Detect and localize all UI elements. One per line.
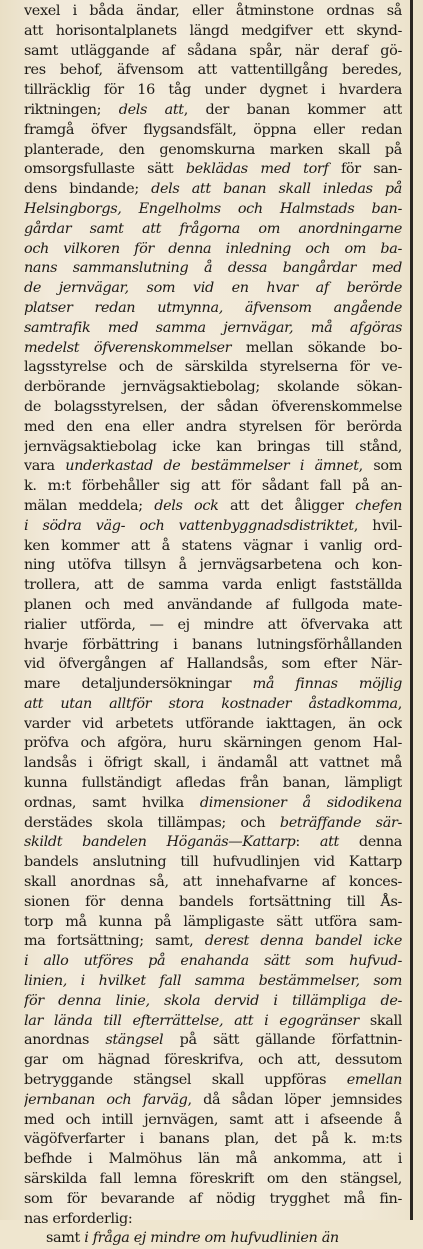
text-run: landsås i öfrigt skall, i ändamål att vattnet må <box>24 755 402 772</box>
text-line <box>24 1130 402 1150</box>
text-line <box>24 497 402 517</box>
text-line <box>24 180 402 200</box>
text-run: torp må kunna på lämpligaste sätt utföra sam- <box>24 913 402 930</box>
text-line <box>24 932 402 952</box>
text-line <box>24 992 402 1012</box>
text-run: som för bevarande af nödig trygghet må fin- <box>24 1190 402 1207</box>
text-run: , hvil- <box>353 517 402 534</box>
text-run: bandels anslutning till hufvudlinjen vid Kattarp <box>24 854 402 871</box>
text-run: , som <box>358 458 402 475</box>
text-line <box>24 339 402 359</box>
text-line <box>24 814 402 834</box>
text-run: jernvägsaktiebolag icke kan bringas till stånd, <box>24 438 402 455</box>
italic-text-run: skildt bandelen Höganäs—Kattarp <box>24 834 296 851</box>
text-line <box>24 240 402 260</box>
text-line <box>24 1170 402 1190</box>
text-run: nas erforderlig: <box>24 1210 133 1227</box>
text-line <box>24 398 402 418</box>
italic-text-run: och vilkoren för denna inledning och om ba- <box>24 240 402 257</box>
text-run: mellan sökande bo- <box>231 339 402 356</box>
text-line <box>24 1229 402 1249</box>
text-run: pröfva och afgöra, huru skärningen genom Hal- <box>24 735 402 752</box>
text-line <box>24 952 402 972</box>
text-line <box>24 101 402 121</box>
italic-text-run: att <box>319 834 339 851</box>
text-run: ordnas, samt hvilka <box>24 794 200 811</box>
italic-text-run: beträffande sär- <box>279 814 402 831</box>
text-run: anordnas <box>24 1032 106 1049</box>
column-rule <box>410 0 413 1220</box>
text-line <box>24 1031 402 1051</box>
text-run: särskilda fall lemna föreskrift om den stängsel, <box>24 1171 402 1188</box>
text-run: de bolagsstyrelsen, der sådan öfverenskommelse <box>24 398 402 415</box>
text-line <box>24 378 402 398</box>
italic-text-run: medelst öfverenskommelser <box>24 339 232 356</box>
text-run: trollera, att de samma varda enligt fastställda <box>24 577 402 594</box>
text-line <box>24 1051 402 1071</box>
text-run: lagsstyrelse och de särskilda styrelserna för ve- <box>24 359 402 376</box>
text-line <box>24 457 402 477</box>
italic-text-run: de jernvägar, som vid en hvar af berörde <box>24 280 402 297</box>
italic-text-run: underkastad de bestämmelser i ämnet <box>65 458 359 475</box>
text-line <box>24 22 402 42</box>
text-run: framgå öfver flygsandsfält, öppna eller redan <box>24 121 402 138</box>
text-run: , då sådan löper jemnsides <box>187 1091 402 1108</box>
text-line <box>24 833 402 853</box>
text-line <box>24 734 402 754</box>
text-line <box>24 794 402 814</box>
italic-text-run: stängsel <box>105 1032 164 1049</box>
text-run: skall anordnas så, att innehafvarne af konces- <box>24 874 402 891</box>
text-run: sionen för denna bandels fortsättning till Ås- <box>24 893 402 910</box>
text-line <box>24 972 402 992</box>
text-line <box>24 319 402 339</box>
text-run: mare detaljundersökningar <box>24 676 253 693</box>
text-run: på sätt gällande författnin- <box>163 1032 402 1049</box>
text-run: , <box>397 695 402 712</box>
text-line <box>24 1091 402 1111</box>
text-run: betryggande stängsel skall uppföras <box>24 1072 347 1089</box>
text-run: vexel i båda ändar, eller åtminstone ordnas så <box>24 3 402 19</box>
italic-text-run: chefen <box>355 497 402 514</box>
italic-text-run: att utan alltför stora kostnader åstadkomma <box>24 695 398 712</box>
italic-text-run: platser redan utmynna, äfvensom angående <box>24 299 402 316</box>
text-line <box>24 418 402 438</box>
italic-text-run: i södra väg- och vattenbyggnadsdistriktet <box>24 517 354 534</box>
italic-text-run: beklädas med torf <box>185 161 329 178</box>
text-line <box>24 715 402 735</box>
text-run: planterade, den genomskurna marken skall på <box>24 141 402 158</box>
text-line <box>24 853 402 873</box>
text-run: vägöfverfarter i banans plan, det på k. m:ts <box>24 1131 402 1148</box>
text-run: riktningen; <box>24 101 119 118</box>
text-run: res behof, äfvensom att vattentillgång beredes, <box>24 62 402 79</box>
text-run: : <box>295 834 320 851</box>
text-line <box>24 259 402 279</box>
text-run: k. m:t förbehåller sig att för sådant fall på an- <box>24 478 402 495</box>
text-run: ma fortsättning; samt, <box>24 933 205 950</box>
text-line <box>24 675 402 695</box>
text-run: samt <box>46 1230 85 1247</box>
text-line <box>24 655 402 675</box>
text-line <box>24 1111 402 1131</box>
italic-text-run: emellan <box>346 1072 402 1089</box>
text-run: derbörande jernvägsaktiebolag; skolande sökan- <box>24 379 402 396</box>
text-line <box>24 81 402 101</box>
text-line <box>24 42 402 62</box>
text-run: att det åligger <box>218 497 356 514</box>
text-line <box>24 61 402 81</box>
text-run: gar om hägnad föreskrifva, och att, dessutom <box>24 1052 402 1069</box>
italic-text-run: samtrafik med samma jernvägar, må afgöras <box>24 319 402 336</box>
text-line <box>24 754 402 774</box>
text-line <box>24 576 402 596</box>
text-run: omsorgsfullaste sätt <box>24 161 186 178</box>
text-run: vid öfvergången af Hallandsås, som efter När- <box>24 656 402 673</box>
text-line <box>24 556 402 576</box>
italic-text-run: må finnas möjlig <box>252 676 402 693</box>
text-run: för san- <box>328 161 402 178</box>
text-line <box>24 299 402 319</box>
text-run: hvarje förbättring i banans lutningsförhållanden <box>24 636 402 653</box>
text-run: samt utläggande af sådana spår, när deraf gö- <box>24 42 402 59</box>
text-column <box>24 2 402 1249</box>
text-line <box>24 2 402 22</box>
text-line <box>24 636 402 656</box>
text-run: befhde i Malmöhus län må ankomma, att i <box>24 1151 402 1168</box>
text-line <box>24 695 402 715</box>
italic-text-run: lar lända till efterrättelse, att i egogränser <box>24 1012 359 1029</box>
text-run: ken kommer att å statens vägnar i vanlig ord- <box>24 537 402 554</box>
text-line <box>24 358 402 378</box>
italic-text-run: nans sammanslutning å dessa bangårdar med <box>24 260 402 277</box>
text-line <box>24 616 402 636</box>
text-run: ning utöfva tillsyn å jernvägsarbetena och kon- <box>24 557 402 574</box>
text-run: derstädes skola tillämpas; och <box>24 814 280 831</box>
text-line <box>24 913 402 933</box>
text-line <box>24 477 402 497</box>
text-line <box>24 1150 402 1170</box>
italic-text-run: dimensioner å sidodikena <box>199 794 402 811</box>
text-run: , der banan kommer att <box>183 101 402 118</box>
text-line <box>24 160 402 180</box>
text-run: med och intill jernvägen, samt att i afseende å <box>24 1111 402 1128</box>
text-line <box>24 1012 402 1032</box>
text-run: denna <box>338 834 402 851</box>
text-run: varder vid arbetets utförande iakttagen, än ock <box>24 715 402 732</box>
text-line <box>24 220 402 240</box>
text-line <box>24 893 402 913</box>
italic-text-run: dels att banan skall inledas på <box>151 181 402 198</box>
italic-text-run: jernbanan och farväg <box>24 1091 188 1108</box>
text-line <box>24 1190 402 1210</box>
italic-text-run: Helsingborgs, Engelholms och Halmstads ban- <box>24 200 402 217</box>
text-run: kunna fullständigt afledas från banan, lämpligt <box>24 775 402 792</box>
text-line <box>24 121 402 141</box>
italic-text-run: derest denna bandel icke <box>204 933 402 950</box>
text-line <box>24 141 402 161</box>
italic-text-run: dels ock <box>154 497 219 514</box>
text-run: mälan meddela; <box>24 497 155 514</box>
italic-text-run: linien, i hvilket fall samma bestämmelser, som <box>24 973 402 990</box>
text-line <box>24 279 402 299</box>
text-run: vara <box>24 458 66 475</box>
text-run: med den ena eller andra styrelsen för berörda <box>24 418 402 435</box>
text-run: dens bindande; <box>24 181 152 198</box>
text-run: rialier utförda, — ej mindre att öfvervaka att <box>24 616 402 633</box>
text-run: planen och med användande af fullgoda mate- <box>24 596 402 613</box>
text-line <box>24 438 402 458</box>
text-line <box>24 596 402 616</box>
italic-text-run: dels att <box>118 101 184 118</box>
text-run: att horisontalplanets längd medgifver ett skynd- <box>24 22 402 39</box>
italic-text-run: i fråga ej mindre om hufvudlinien än <box>84 1230 339 1247</box>
text-line <box>24 517 402 537</box>
text-run: skall <box>358 1012 402 1029</box>
italic-text-run: för denna linie, skola dervid i tillämpliga de- <box>24 992 402 1009</box>
text-line <box>24 774 402 794</box>
text-line <box>24 200 402 220</box>
text-run: tillräcklig för 16 tåg under dygnet i hvardera <box>24 82 402 99</box>
text-line <box>24 537 402 557</box>
italic-text-run: gårdar samt att frågorna om anordningarne <box>24 220 402 237</box>
text-line <box>24 1071 402 1091</box>
text-line <box>24 873 402 893</box>
italic-text-run: i allo utföres på enahanda sätt som hufvud- <box>24 953 402 970</box>
